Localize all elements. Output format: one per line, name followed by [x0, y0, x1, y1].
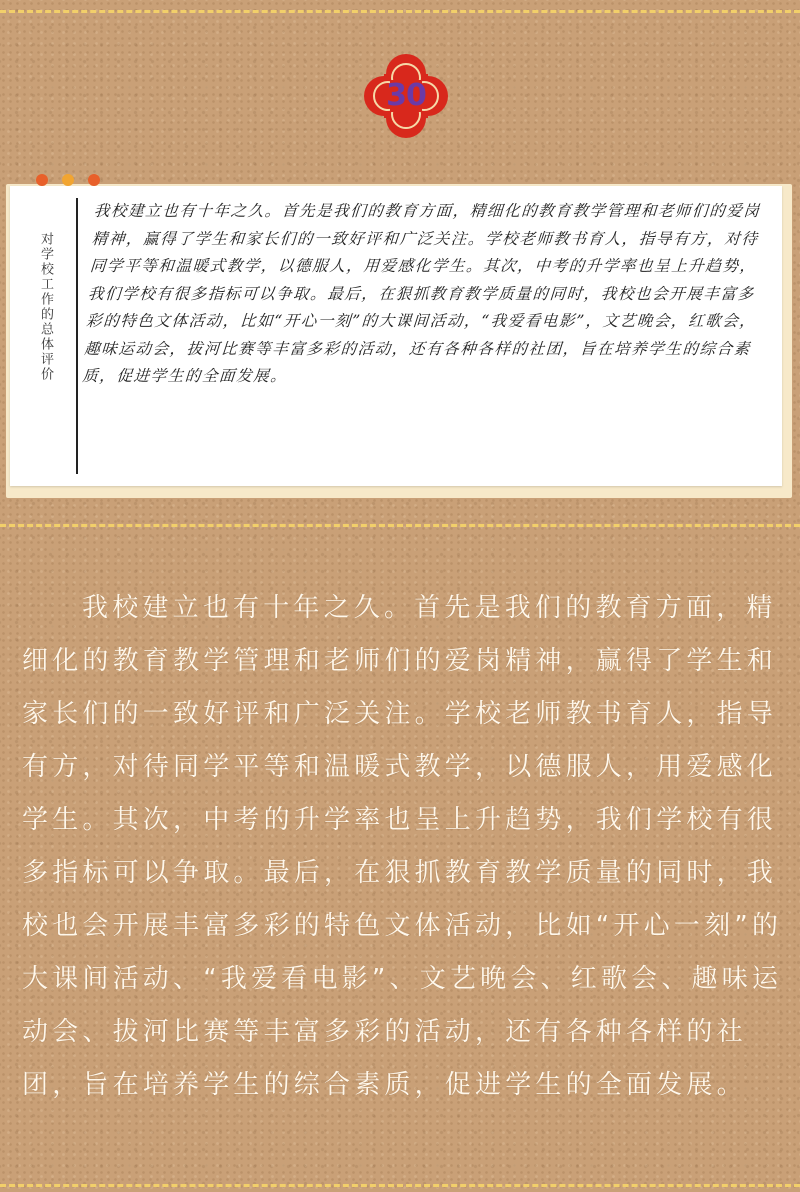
dot-icon: [62, 174, 74, 186]
card-side-label: 对学校工作的总体评价: [38, 232, 53, 382]
handwritten-text: 我校建立也有十年之久。首先是我们的教育方面，精细化的教育教学管理和老师们的爱岗精神，赢得了学生和家长们的一致好评和广泛关注。学校老师教书育人，指导有方，对待同学平等和温暖式教学，以德服人，用爱感化学生。其次，中考的升学率也呈上升趋势，我们学校有很多指标可以争取。最后，在狠抓教育教学质量的同时，我校也会开展丰富多彩的特色文体活动，比如“开心一刻”的大课间活动，“我爱看电影”，文艺晚会，红歌会，趣味运动会，拔河比赛等丰富多彩的活动，还有各种各样的社团，旨在培养学生的综合素质，促进学生的全面发展。: [81, 202, 762, 385]
page-number: 30: [386, 78, 426, 113]
handwritten-response-card: [10, 186, 782, 486]
dot-icon: [36, 174, 48, 186]
page-number-badge: [362, 52, 450, 140]
card-divider-line: [76, 198, 78, 474]
transcribed-paragraph: 我校建立也有十年之久。首先是我们的教育方面，精细化的教育教学管理和老师们的爱岗精神，赢得了学生和家长们的一致好评和广泛关注。学校老师教书育人，指导有方，对待同学平等和温暖式教学，以德服人，用爱感化学生。其次，中考的升学率也呈上升趋势，我们学校有很多指标可以争取。最后，在狠抓教育教学质量的同时，我校也会开展丰富多彩的特色文体活动，比如“开心一刻”的大课间活动、“我爱看电影”、文艺晚会、红歌会、趣味运动会、拔河比赛等丰富多彩的活动，还有各种各样的社团，旨在培养学生的综合素质，促进学生的全面发展。: [22, 593, 783, 1100]
dot-icon: [88, 174, 100, 186]
bottom-dashed-divider: [0, 1184, 800, 1187]
top-dashed-divider: [0, 10, 800, 13]
middle-dashed-divider: [0, 524, 800, 527]
